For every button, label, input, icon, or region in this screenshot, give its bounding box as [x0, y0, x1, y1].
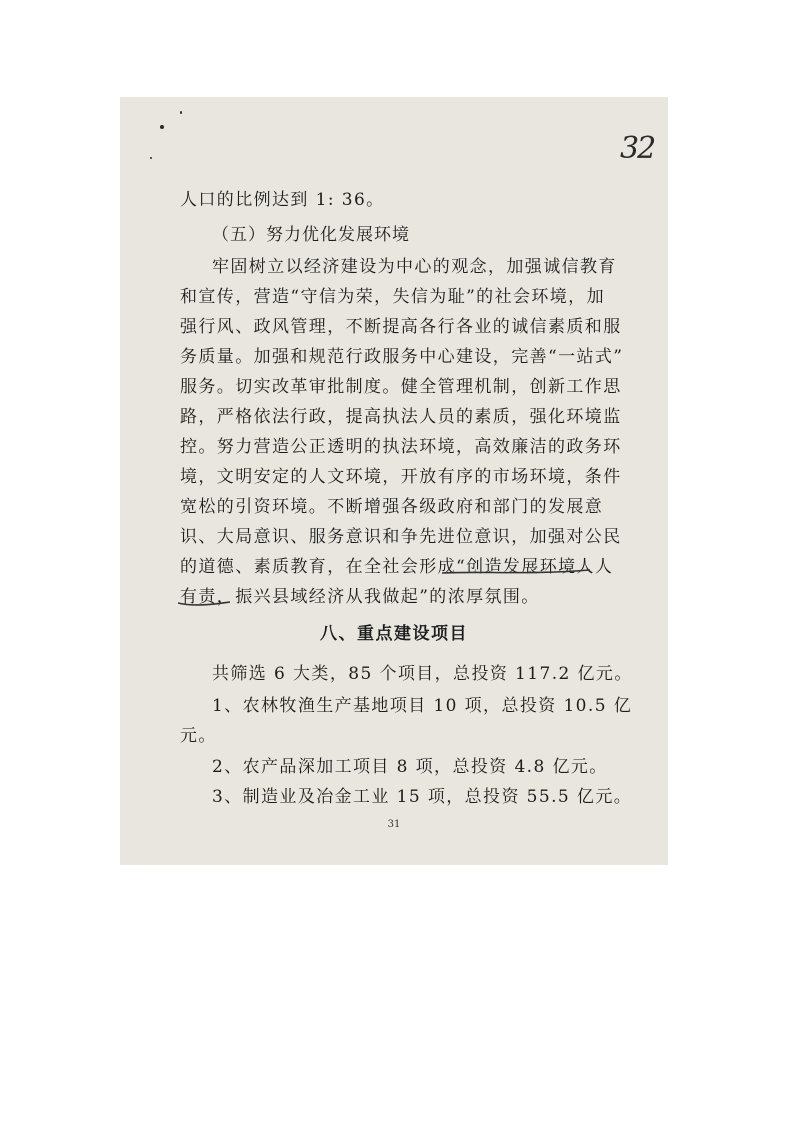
text-line: 路，严格依法行政，提高执法人员的素质，强化环境监: [180, 407, 622, 427]
text-line: 1、农林牧渔生产基地项目 10 项，总投资 10.5 亿: [212, 696, 633, 716]
text-line: 识、大局意识、服务意识和争先进位意识，加强对公民: [180, 527, 622, 547]
text-line: 3、制造业及冶金工业 15 项，总投资 55.5 亿元。: [212, 787, 633, 807]
text-line: 境，文明安定的人文环境，开放有序的市场环境，条件: [180, 467, 622, 487]
text-line: 控。努力营造公正透明的执法环境，高效廉洁的政务环: [180, 437, 622, 457]
text-line: 务质量。加强和规范行政服务中心建设，完善“一站式”: [180, 347, 624, 367]
scan-speck: [180, 111, 182, 114]
text-line: 的道德、素质教育，在全社会形成“创造发展环境人人: [180, 557, 614, 577]
scan-speck: [160, 125, 164, 129]
handwritten-page-number: 32: [620, 131, 655, 166]
printed-page-number: 31: [387, 819, 401, 830]
text-line: 强行风、政风管理，不断提高各行各业的诚信素质和服: [180, 317, 622, 337]
text-line: 2、农产品深加工项目 8 项，总投资 4.8 亿元。: [212, 757, 608, 777]
section-heading: 八、重点建设项目: [320, 624, 468, 644]
text-line: 人口的比例达到 1: 36。: [180, 190, 385, 210]
text-line: 有责，振兴县域经济从我做起”的浓厚氛围。: [180, 587, 540, 607]
scan-speck: [150, 157, 152, 159]
text-line: 共筛选 6 大类，85 个项目，总投资 117.2 亿元。: [212, 664, 633, 684]
text-line: 服务。切实改革审批制度。健全管理机制，创新工作思: [180, 377, 622, 397]
text-line: 牢固树立以经济建设为中心的观念，加强诚信教育: [212, 257, 617, 277]
text-line: 元。: [180, 726, 217, 746]
scanned-page: [120, 97, 668, 865]
subsection-heading: （五）努力优化发展环境: [212, 225, 410, 245]
text-line: 宽松的引资环境。不断增强各级政府和部门的发展意: [180, 497, 604, 517]
text-line: 和宣传，营造“守信为荣，失信为耻”的社会环境，加: [180, 287, 605, 307]
